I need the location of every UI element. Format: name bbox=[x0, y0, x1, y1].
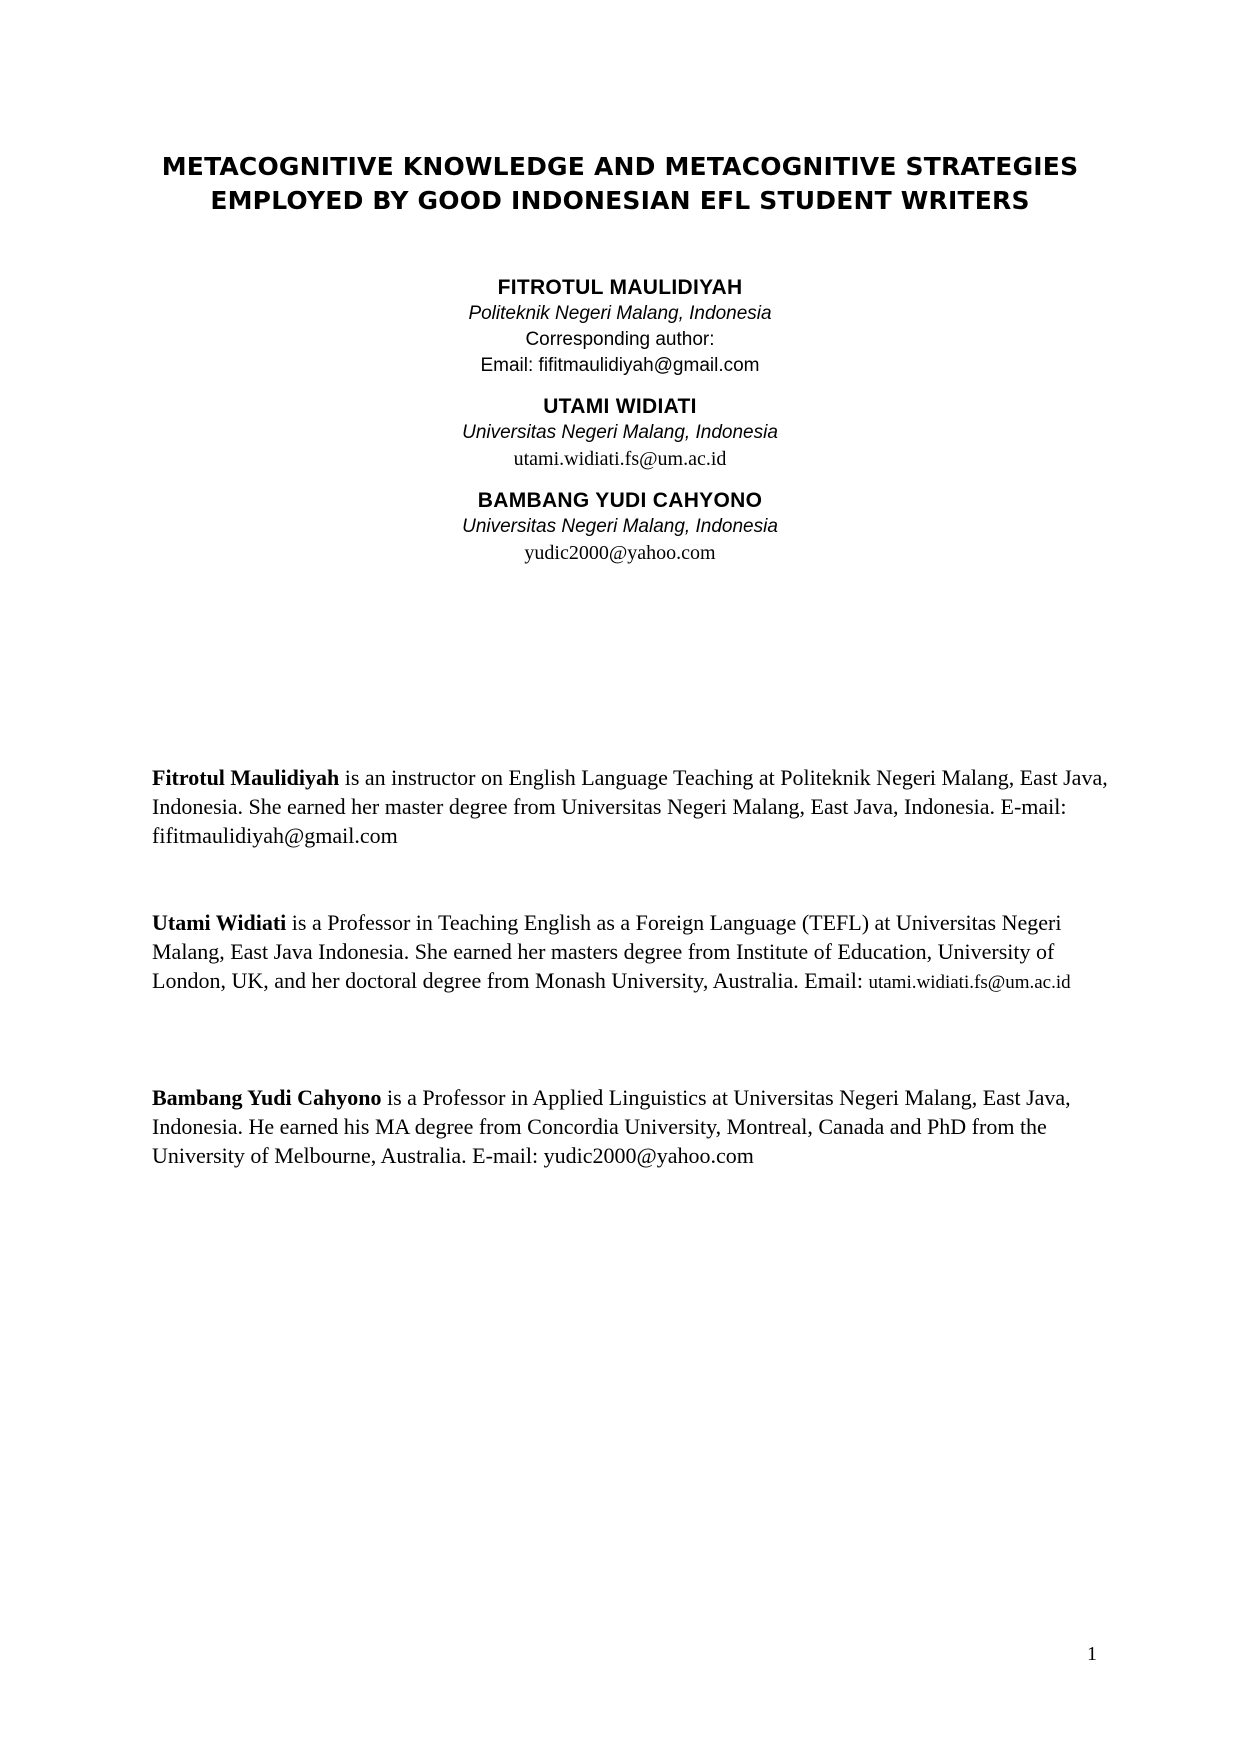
author-block-3 bbox=[320, 488, 920, 566]
author-email: yudic2000@yahoo.com bbox=[524, 542, 716, 564]
bio-author-name: Bambang Yudi Cahyono bbox=[152, 1085, 382, 1110]
corresponding-author-note: Corresponding author: bbox=[525, 329, 715, 350]
author-affiliation: Universitas Negeri Malang, Indonesia bbox=[462, 516, 778, 537]
bio-text: is a Professor in Applied Linguistics at Universitas Negeri Malang, East Java, Indonesia. He earned his MA degree from Concordia University, Montreal, Canada and PhD from the University of Melbourne, Australia. E-mail: yudic2000@yahoo.com bbox=[152, 1085, 1071, 1168]
author-name: UTAMI WIDIATI bbox=[543, 395, 697, 418]
author-bio-3 bbox=[152, 1083, 1112, 1170]
author-block-1 bbox=[320, 275, 920, 379]
title-line-2: EMPLOYED BY GOOD INDONESIAN EFL STUDENT WRITERS bbox=[210, 186, 1030, 215]
author-affiliation: Universitas Negeri Malang, Indonesia bbox=[462, 422, 778, 443]
author-affiliation: Politeknik Negeri Malang, Indonesia bbox=[468, 303, 772, 324]
paper-title bbox=[100, 150, 1140, 218]
bio-text: is an instructor on English Language Teaching at Politeknik Negeri Malang, East Java, Indonesia. She earned her master degree from Universitas Negeri Malang, East Java, Indonesia. E-mail: fifitmaulidiyah@gmail.com bbox=[152, 765, 1108, 848]
author-name: BAMBANG YUDI CAHYONO bbox=[477, 489, 763, 512]
author-bio-1 bbox=[152, 763, 1112, 850]
page-number: 1 bbox=[1087, 1643, 1097, 1665]
author-email: utami.widiati.fs@um.ac.id bbox=[513, 448, 727, 470]
bio-email: utami.widiati.fs@um.ac.id bbox=[868, 972, 1071, 993]
author-email: Email: fifitmaulidiyah@gmail.com bbox=[480, 355, 760, 376]
bio-author-name: Fitrotul Maulidiyah bbox=[152, 765, 340, 790]
author-block-2 bbox=[320, 394, 920, 472]
bio-text: is a Professor in Teaching English as a Foreign Language (TEFL) at Universitas Negeri Malang, East Java Indonesia. She earned her masters degree from Institute of Education, University of London, UK, and her doctoral degree from Monash University, Australia. Email: bbox=[152, 910, 1062, 993]
author-bio-2 bbox=[152, 908, 1112, 997]
title-line-1: METACOGNITIVE KNOWLEDGE AND METACOGNITIVE STRATEGIES bbox=[161, 152, 1079, 181]
author-name: FITROTUL MAULIDIYAH bbox=[497, 276, 743, 299]
bio-author-name: Utami Widiati bbox=[152, 910, 287, 935]
